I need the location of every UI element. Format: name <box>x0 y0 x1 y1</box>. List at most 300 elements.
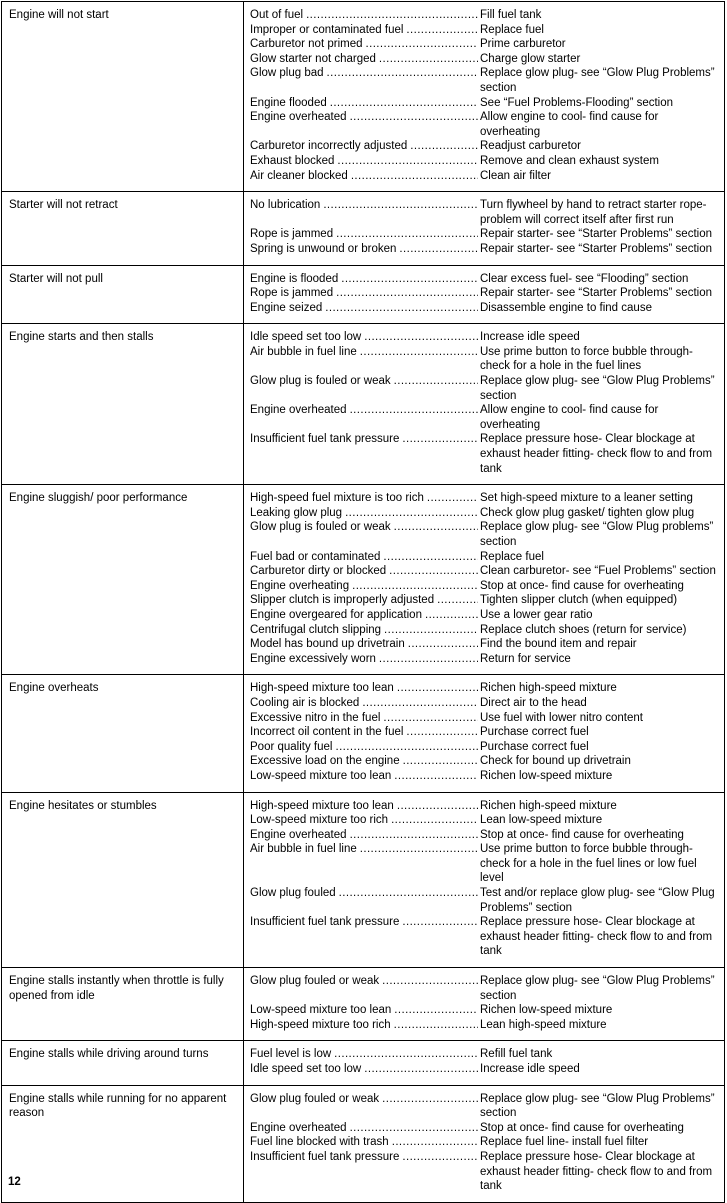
remedy-text: Clean carburetor- see “Fuel Problems” section <box>480 565 716 578</box>
remedy-text: Direct air to the head <box>480 696 587 709</box>
dot-leader <box>336 286 478 301</box>
cause-remedy-line <box>250 579 720 594</box>
remedy-text: Richen low-speed mixture <box>480 1004 613 1017</box>
cause-text: Glow plug bad <box>250 67 324 80</box>
cause-column <box>250 550 478 565</box>
cause-remedy-line <box>250 1047 720 1062</box>
cause-text: Model has bound up drivetrain <box>250 638 405 651</box>
cause-remedy-line <box>250 915 720 959</box>
remedy-text: Charge glow starter <box>480 52 581 65</box>
remedy-text: Remove and clean exhaust system <box>480 154 659 167</box>
cause-text: Poor quality fuel <box>250 740 333 753</box>
remedy-text: Refill fuel tank <box>480 1048 553 1061</box>
dot-leader <box>437 593 478 608</box>
table-row <box>2 1041 725 1085</box>
dot-leader <box>394 769 478 784</box>
cause-remedy-line <box>250 432 720 476</box>
cause-column <box>250 169 478 184</box>
cause-text: Low-speed mixture too lean <box>250 1004 392 1017</box>
cause-remedy-line <box>250 374 720 403</box>
cause-remedy-line <box>250 696 720 711</box>
dot-leader <box>360 842 478 857</box>
cause-column <box>250 1003 478 1018</box>
problem-cell: Engine overheats <box>2 675 244 792</box>
remedy-text: Lean low-speed mixture <box>480 814 603 827</box>
cause-text: Fuel bad or contaminated <box>250 550 381 563</box>
dot-leader <box>402 915 478 930</box>
table-row <box>2 2 725 192</box>
cause-remedy-line <box>250 754 720 769</box>
remedy-text: See “Fuel Problems-Flooding” section <box>480 96 674 109</box>
dot-leader <box>402 1150 478 1165</box>
cause-column <box>250 139 478 154</box>
cause-remedy-line <box>250 66 720 95</box>
page-number: 12 <box>8 1176 21 1188</box>
cause-remedy-cell <box>244 792 725 968</box>
dot-leader <box>352 579 478 594</box>
dot-leader <box>391 813 478 828</box>
remedy-text: Repair starter- see “Starter Problems” section <box>480 228 712 241</box>
remedy-text: Repair starter- see “Starter Problems” section <box>480 242 712 255</box>
dot-leader <box>410 139 478 154</box>
cause-column <box>250 725 478 740</box>
cause-column <box>250 110 478 125</box>
cause-remedy-line <box>250 52 720 67</box>
remedy-text: Return for service <box>480 652 571 665</box>
cause-remedy-cell <box>244 2 725 192</box>
cause-text: Engine is flooded <box>250 272 339 285</box>
remedy-text: Replace fuel line- install fuel filter <box>480 1136 649 1149</box>
cause-text: Fuel line blocked with trash <box>250 1136 389 1149</box>
remedy-text: Replace pressure hose- Clear blockage at exhaust header fitting- check flow to and from tank <box>480 916 713 958</box>
table-row <box>2 485 725 675</box>
cause-remedy-line <box>250 725 720 740</box>
remedy-text: Use prime button to force bubble through- check for a hole in the fuel lines <box>480 345 693 373</box>
dot-leader <box>389 564 478 579</box>
cause-remedy-line <box>250 1062 720 1077</box>
cause-column <box>250 286 478 301</box>
cause-remedy-line <box>250 139 720 154</box>
dot-leader <box>383 711 478 726</box>
cause-column <box>250 623 478 638</box>
cause-column <box>250 637 478 652</box>
cause-text: Spring is unwound or broken <box>250 242 397 255</box>
cause-remedy-line <box>250 828 720 843</box>
remedy-text: Replace glow plug- see “Glow Plug Problems” section <box>480 1092 715 1120</box>
cause-remedy-line <box>250 886 720 915</box>
cause-text: Engine overheated <box>250 111 347 124</box>
cause-text: Carburetor incorrectly adjusted <box>250 140 408 153</box>
dot-leader <box>327 66 478 81</box>
cause-text: Glow plug is fouled or weak <box>250 521 391 534</box>
dot-leader <box>330 96 478 111</box>
cause-remedy-line <box>250 403 720 432</box>
cause-column <box>250 506 478 521</box>
table-row <box>2 792 725 968</box>
cause-text: Air bubble in fuel line <box>250 345 357 358</box>
cause-text: High-speed mixture too lean <box>250 682 394 695</box>
cause-column <box>250 974 478 989</box>
cause-remedy-line <box>250 1150 720 1194</box>
dot-leader <box>379 52 478 67</box>
cause-column <box>250 1018 478 1033</box>
cause-text: Slipper clutch is improperly adjusted <box>250 594 435 607</box>
cause-remedy-cell <box>244 485 725 675</box>
remedy-text: Allow engine to cool- find cause for overheating <box>480 111 659 138</box>
dot-leader <box>360 345 478 360</box>
cause-column <box>250 1150 478 1165</box>
cause-text: Idle speed set too low <box>250 1063 362 1075</box>
dot-leader <box>425 608 478 623</box>
cause-column <box>250 66 478 81</box>
cause-column <box>250 491 478 506</box>
remedy-text: Allow engine to cool- find cause for overheating <box>480 404 659 431</box>
dot-leader <box>366 37 479 52</box>
problem-cell: Engine sluggish/ poor performance <box>2 485 244 675</box>
cause-column <box>250 593 478 608</box>
remedy-text: Replace glow plug- see “Glow Plug Problems” section <box>480 67 715 94</box>
cause-column <box>250 432 478 447</box>
cause-column <box>250 272 478 287</box>
remedy-text: Use a lower gear ratio <box>480 608 593 621</box>
dot-leader <box>364 1062 478 1077</box>
cause-text: Engine overheated <box>250 404 347 417</box>
troubleshooting-document <box>1 1 725 1203</box>
remedy-text: Richen high-speed mixture <box>480 799 617 812</box>
cause-text: Excessive nitro in the fuel <box>250 711 381 724</box>
dot-leader <box>323 198 478 213</box>
remedy-text: Prime carburetor <box>480 38 566 51</box>
remedy-text: Replace glow plug- see “Glow Plug Problems” section <box>480 975 715 1002</box>
cause-remedy-cell <box>244 1085 725 1202</box>
cause-remedy-line <box>250 301 720 316</box>
cause-column <box>250 681 478 696</box>
cause-remedy-line <box>250 564 720 579</box>
cause-text: Engine overheating <box>250 579 350 592</box>
cause-remedy-line <box>250 286 720 301</box>
cause-remedy-line <box>250 608 720 623</box>
cause-remedy-line <box>250 169 720 184</box>
cause-column <box>250 711 478 726</box>
cause-remedy-line <box>250 491 720 506</box>
cause-text: Centrifugal clutch slipping <box>250 623 382 636</box>
remedy-text: Clear excess fuel- see “Flooding” section <box>480 272 689 285</box>
cause-remedy-line <box>250 506 720 521</box>
cause-column <box>250 696 478 711</box>
cause-text: Insufficient fuel tank pressure <box>250 916 400 929</box>
cause-column <box>250 564 478 579</box>
remedy-text: Disassemble engine to find cause <box>480 301 652 314</box>
remedy-text: Richen high-speed mixture <box>480 682 617 695</box>
cause-column <box>250 8 478 23</box>
cause-remedy-line <box>250 550 720 565</box>
cause-column <box>250 608 478 623</box>
dot-leader <box>379 652 478 667</box>
dot-leader <box>362 696 478 711</box>
dot-leader <box>336 227 478 242</box>
problem-cell: Engine hesitates or stumbles <box>2 792 244 968</box>
cause-text: Rope is jammed <box>250 287 334 300</box>
cause-text: Low-speed mixture too rich <box>250 814 389 827</box>
table-row <box>2 675 725 792</box>
cause-remedy-cell <box>244 192 725 265</box>
remedy-text: Increase idle speed <box>480 1063 580 1075</box>
problem-cell: Engine will not start <box>2 2 244 192</box>
cause-text: Glow starter not charged <box>250 52 376 65</box>
cause-column <box>250 345 478 360</box>
remedy-text: Purchase correct fuel <box>480 740 589 753</box>
cause-remedy-line <box>250 652 720 667</box>
remedy-text: Purchase correct fuel <box>480 726 589 739</box>
cause-column <box>250 198 478 213</box>
cause-text: Out of fuel <box>250 9 304 21</box>
dot-leader <box>350 1121 478 1136</box>
cause-text: Cooling air is blocked <box>250 696 360 709</box>
cause-text: Engine overheated <box>250 828 347 841</box>
remedy-text: Lean high-speed mixture <box>480 1018 607 1031</box>
dot-leader <box>399 242 478 257</box>
cause-column <box>250 374 478 389</box>
cause-text: Excessive load on the engine <box>250 755 400 768</box>
remedy-text: Fill fuel tank <box>480 9 542 21</box>
cause-column <box>250 52 478 67</box>
cause-column <box>250 740 478 755</box>
cause-column <box>250 227 478 242</box>
dot-leader <box>382 974 478 989</box>
dot-leader <box>408 637 478 652</box>
cause-text: Glow plug fouled or weak <box>250 1092 380 1105</box>
remedy-text: Check glow plug gasket/ tighten glow plug <box>480 506 695 519</box>
cause-text: Glow plug is fouled or weak <box>250 375 391 388</box>
cause-text: High-speed mixture too lean <box>250 799 394 812</box>
table-row <box>2 192 725 265</box>
cause-text: Insufficient fuel tank pressure <box>250 1150 400 1163</box>
cause-remedy-line <box>250 593 720 608</box>
remedy-text: Turn flywheel by hand to retract starter rope- problem will correct itself after first run <box>480 199 707 226</box>
cause-remedy-line <box>250 1003 720 1018</box>
cause-remedy-line <box>250 8 720 23</box>
problem-cell: Engine starts and then stalls <box>2 324 244 485</box>
cause-text: High-speed mixture too rich <box>250 1018 391 1031</box>
remedy-text: Readjust carburetor <box>480 140 581 153</box>
cause-text: Carburetor dirty or blocked <box>250 565 387 578</box>
cause-remedy-line <box>250 842 720 886</box>
cause-column <box>250 842 478 857</box>
dot-leader <box>382 1092 478 1107</box>
cause-text: Engine flooded <box>250 96 327 109</box>
problem-cell: Engine stalls while running for no apparent reason <box>2 1085 244 1202</box>
dot-leader <box>337 154 478 169</box>
cause-text: Idle speed set too low <box>250 331 362 344</box>
cause-text: Air cleaner blocked <box>250 169 348 182</box>
cause-remedy-line <box>250 110 720 139</box>
cause-column <box>250 886 478 901</box>
cause-column <box>250 828 478 843</box>
cause-column <box>250 1092 478 1107</box>
cause-remedy-line <box>250 96 720 111</box>
cause-remedy-line <box>250 345 720 374</box>
remedy-text: Stop at once- find cause for overheating <box>480 1121 684 1134</box>
cause-text: Engine overgeared for application <box>250 608 422 621</box>
remedy-text: Replace clutch shoes (return for service) <box>480 623 687 636</box>
dot-leader <box>397 799 478 814</box>
remedy-text: Replace fuel <box>480 550 544 563</box>
remedy-text: Set high-speed mixture to a leaner setting <box>480 492 693 505</box>
dot-leader <box>335 740 478 755</box>
cause-remedy-line <box>250 681 720 696</box>
cause-column <box>250 330 478 345</box>
dot-leader <box>345 506 478 521</box>
remedy-text: Clean air filter <box>480 169 551 182</box>
cause-remedy-line <box>250 1018 720 1033</box>
dot-leader <box>394 520 478 535</box>
cause-column <box>250 301 478 316</box>
troubleshooting-table <box>1 1 725 1203</box>
cause-column <box>250 754 478 769</box>
cause-column <box>250 23 478 38</box>
problem-cell: Engine stalls instantly when throttle is fully opened from idle <box>2 968 244 1041</box>
problem-cell: Engine stalls while driving around turns <box>2 1041 244 1085</box>
dot-leader <box>402 432 478 447</box>
cause-column <box>250 154 478 169</box>
cause-remedy-line <box>250 623 720 638</box>
cause-column <box>250 813 478 828</box>
dot-leader <box>306 8 478 23</box>
dot-leader <box>397 681 478 696</box>
cause-text: Rope is jammed <box>250 228 334 241</box>
cause-remedy-line <box>250 740 720 755</box>
cause-remedy-line <box>250 154 720 169</box>
remedy-text: Replace fuel <box>480 23 544 36</box>
cause-column <box>250 1135 478 1150</box>
cause-remedy-line <box>250 330 720 345</box>
cause-text: Engine overheated <box>250 1121 347 1134</box>
table-row <box>2 324 725 485</box>
dot-leader <box>334 1047 478 1062</box>
dot-leader <box>394 1018 478 1033</box>
remedy-text: Stop at once- find cause for overheating <box>480 579 684 592</box>
cause-remedy-line <box>250 974 720 1003</box>
cause-text: Carburetor not primed <box>250 38 363 51</box>
dot-leader <box>350 828 478 843</box>
cause-remedy-line <box>250 1092 720 1121</box>
cause-remedy-line <box>250 769 720 784</box>
remedy-text: Increase idle speed <box>480 331 580 344</box>
cause-text: Fuel level is low <box>250 1048 332 1061</box>
dot-leader <box>383 550 478 565</box>
cause-remedy-line <box>250 272 720 287</box>
remedy-text: Richen low-speed mixture <box>480 769 613 782</box>
dot-leader <box>350 403 478 418</box>
cause-remedy-cell <box>244 968 725 1041</box>
cause-text: Leaking glow plug <box>250 506 343 519</box>
dot-leader <box>325 301 478 316</box>
cause-text: No lubrication <box>250 199 321 212</box>
cause-text: Incorrect oil content in the fuel <box>250 726 404 739</box>
cause-remedy-cell <box>244 324 725 485</box>
problem-cell: Starter will not pull <box>2 265 244 324</box>
cause-remedy-line <box>250 198 720 227</box>
cause-column <box>250 652 478 667</box>
dot-leader <box>339 886 478 901</box>
cause-column <box>250 242 478 257</box>
dot-leader <box>384 623 478 638</box>
cause-text: Exhaust blocked <box>250 154 335 167</box>
cause-column <box>250 915 478 930</box>
table-row <box>2 1085 725 1202</box>
cause-column <box>250 1121 478 1136</box>
cause-column <box>250 96 478 111</box>
cause-column <box>250 799 478 814</box>
cause-column <box>250 403 478 418</box>
table-row <box>2 265 725 324</box>
cause-column <box>250 1062 478 1077</box>
dot-leader <box>341 272 478 287</box>
cause-text: Engine excessively worn <box>250 652 376 665</box>
cause-remedy-line <box>250 242 720 257</box>
cause-remedy-line <box>250 520 720 549</box>
dot-leader <box>427 491 478 506</box>
remedy-text: Tighten slipper clutch (when equipped) <box>480 594 678 607</box>
dot-leader <box>392 1135 478 1150</box>
cause-text: Glow plug fouled <box>250 887 336 900</box>
remedy-text: Check for bound up drivetrain <box>480 755 631 768</box>
cause-remedy-line <box>250 227 720 242</box>
problem-cell: Starter will not retract <box>2 192 244 265</box>
cause-column <box>250 579 478 594</box>
remedy-text: Replace pressure hose- Clear blockage at exhaust header fitting- check flow to and from tank <box>480 1150 713 1193</box>
remedy-text: Use prime button to force bubble through- check for a hole in the fuel lines or low fuel level <box>480 843 697 885</box>
cause-text: Engine seized <box>250 301 323 314</box>
cause-remedy-line <box>250 813 720 828</box>
troubleshooting-table-body <box>2 2 725 1203</box>
remedy-text: Stop at once- find cause for overheating <box>480 828 684 841</box>
dot-leader <box>364 330 478 345</box>
cause-remedy-cell <box>244 1041 725 1085</box>
cause-remedy-line <box>250 37 720 52</box>
dot-leader <box>403 754 478 769</box>
cause-remedy-line <box>250 1121 720 1136</box>
remedy-text: Test and/or replace glow plug- see “Glow Plug Problems” section <box>480 887 715 914</box>
dot-leader <box>394 374 478 389</box>
cause-remedy-line <box>250 23 720 38</box>
dot-leader <box>394 1003 478 1018</box>
cause-remedy-line <box>250 637 720 652</box>
cause-column <box>250 769 478 784</box>
cause-text: Low-speed mixture too lean <box>250 769 392 782</box>
remedy-text: Repair starter- see “Starter Problems” section <box>480 287 712 300</box>
cause-text: High-speed fuel mixture is too rich <box>250 492 424 505</box>
dot-leader <box>406 725 478 740</box>
cause-text: Glow plug fouled or weak <box>250 975 380 988</box>
cause-column <box>250 1047 478 1062</box>
cause-remedy-line <box>250 711 720 726</box>
cause-text: Improper or contaminated fuel <box>250 23 404 36</box>
remedy-text: Replace glow plug- see “Glow Plug Problems” section <box>480 375 715 402</box>
dot-leader <box>351 169 478 184</box>
cause-remedy-cell <box>244 675 725 792</box>
cause-column <box>250 520 478 535</box>
table-row <box>2 968 725 1041</box>
cause-remedy-cell <box>244 265 725 324</box>
cause-text: Insufficient fuel tank pressure <box>250 433 400 446</box>
remedy-text: Replace pressure hose- Clear blockage at exhaust header fitting- check flow to and from tank <box>480 433 713 475</box>
remedy-text: Use fuel with lower nitro content <box>480 711 643 724</box>
cause-remedy-line <box>250 799 720 814</box>
dot-leader <box>350 110 478 125</box>
dot-leader <box>406 23 478 38</box>
remedy-text: Find the bound item and repair <box>480 638 637 651</box>
